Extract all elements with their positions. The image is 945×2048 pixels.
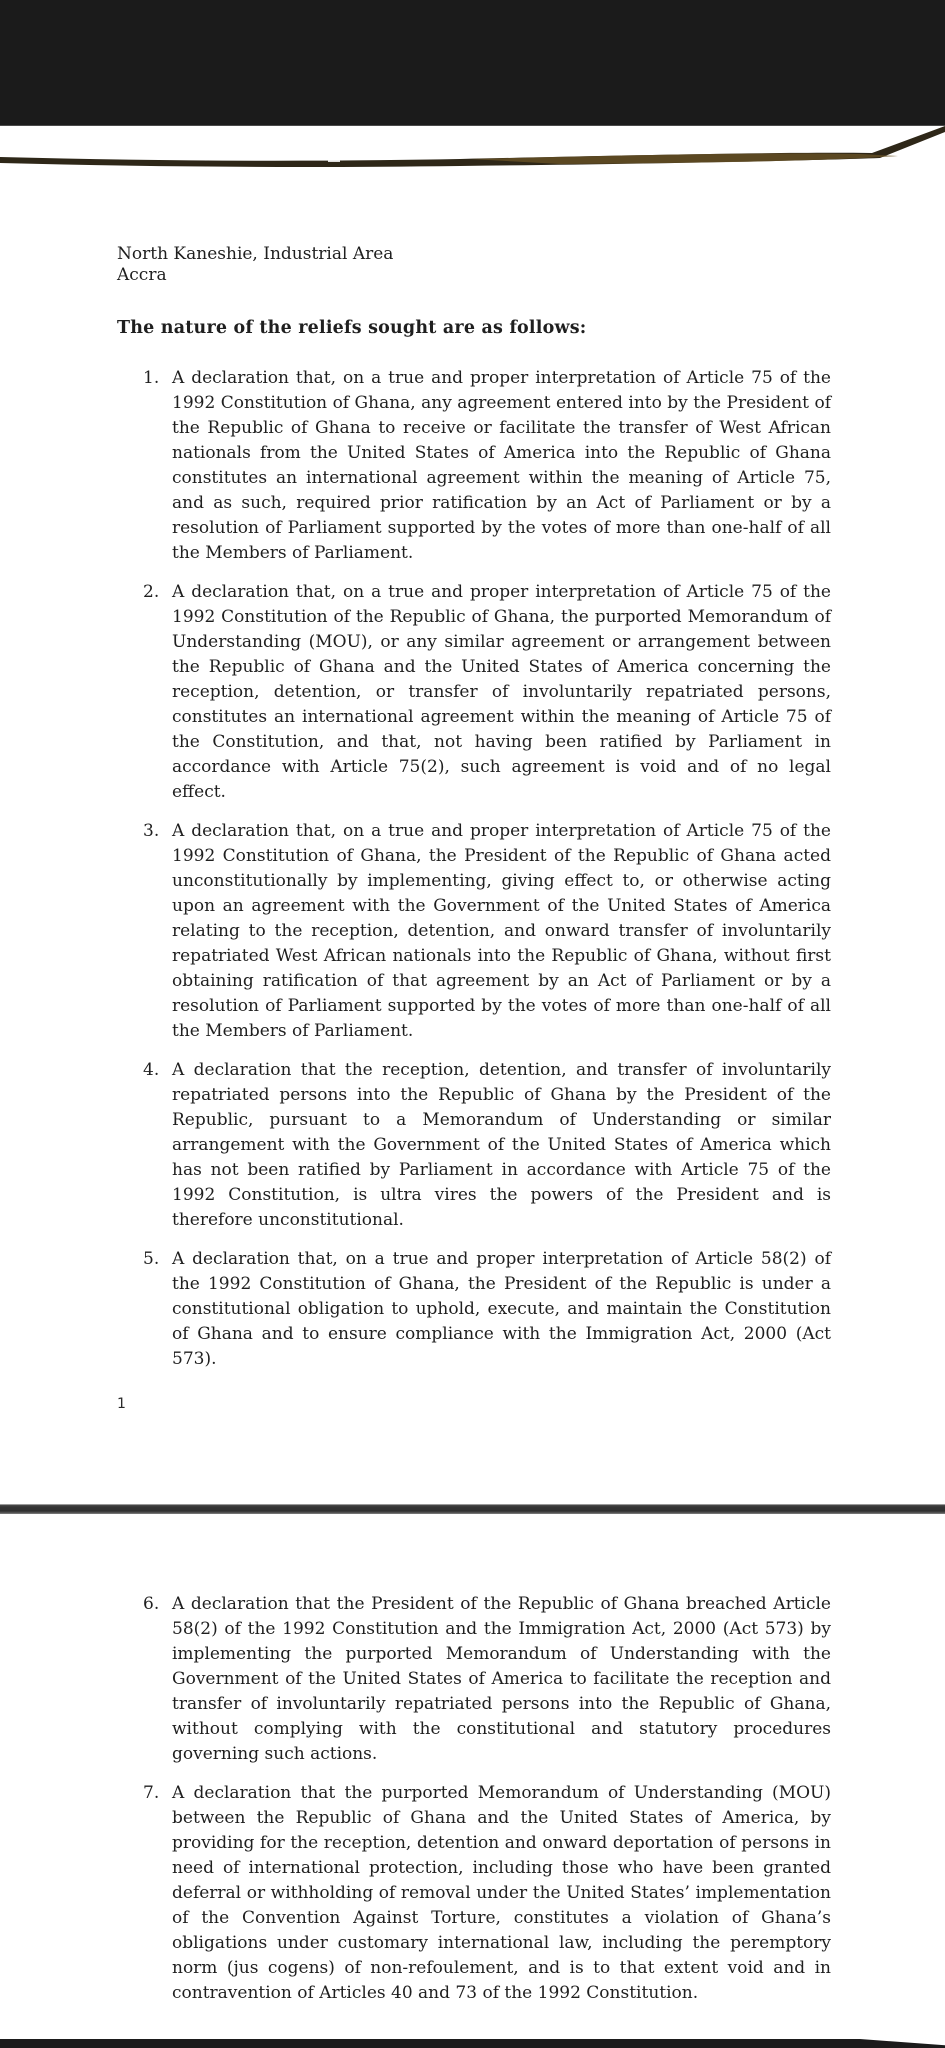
page-separator (0, 1504, 945, 1514)
page-1 (117, 244, 831, 1412)
scan-bottom-dark-band (0, 2039, 945, 2048)
reliefs-list-page-2 (117, 1592, 831, 2006)
relief-text-7: A declaration that the purported Memorandum of Understanding (MOU) between the Republic of Ghana and the United States of America, by providing for the reception, detention and onward deportation of persons in need of international protection, including those who have been granted deferral or withholding of removal under the United States’ implementation of the Convention Against Torture, constitutes a violation of Ghana’s obligations under customary international law, including the peremptory norm (jus cogens) of non-refoulement, and is to that extent void and in contravention of Articles 40 and 73 of the 1992 Constitution. (172, 1783, 831, 2003)
relief-item-1 (117, 366, 831, 566)
address-block (117, 244, 831, 286)
relief-number-2: 2. (143, 582, 160, 602)
address-line-1: North Kaneshie, Industrial Area (117, 244, 394, 264)
relief-item-5 (117, 1247, 831, 1372)
reliefs-heading: The nature of the reliefs sought are as follows: (117, 318, 587, 338)
relief-item-3 (117, 819, 831, 1044)
relief-text-5: A declaration that, on a true and proper interpretation of Article 58(2) of the 1992 Constitution of Ghana, the President of the Republic is under a constitutional obligation to uphold, execute, and maintain the Constitution of Ghana and to ensure compliance with the Immigration Act, 2000 (Act 573). (172, 1249, 831, 1369)
reliefs-list-page-1 (117, 366, 831, 1372)
page-edge-tear (0, 125, 945, 175)
relief-text-4: A declaration that the reception, detention, and transfer of involuntarily repatriated persons into the Republic of Ghana by the President of the Republic, pursuant to a Memorandum of Understanding or similar arrangement with the Government of the United States of America which has not been ratified by Parliament in accordance with Article 75 of the 1992 Constitution, is ultra vires the powers of the President and is therefore unconstitutional. (172, 1060, 831, 1230)
page-2 (117, 1592, 831, 2020)
relief-item-6 (117, 1592, 831, 1767)
relief-number-6: 6. (143, 1594, 160, 1614)
relief-number-7: 7. (143, 1783, 160, 1803)
relief-text-3: A declaration that, on a true and proper interpretation of Article 75 of the 1992 Constitution of Ghana, the President of the Republic of Ghana acted unconstitutionally by implementing, giving effect to, or otherwise acting upon an agreement with the Government of the United States of America relating to the reception, detention, and onward transfer of involuntarily repatriated West African nationals into the Republic of Ghana, without first obtaining ratification of that agreement by an Act of Parliament or by a resolution of Parliament supported by the votes of more than one-half of all the Members of Parliament. (172, 821, 831, 1041)
relief-number-1: 1. (143, 368, 160, 388)
relief-number-5: 5. (143, 1249, 160, 1269)
address-line-2: Accra (117, 265, 167, 285)
relief-text-1: A declaration that, on a true and proper interpretation of Article 75 of the 1992 Constitution of Ghana, any agreement entered into by the President of the Republic of Ghana to receive or facilitate the transfer of West African nationals from the United States of America into the Republic of Ghana constitutes an international agreement within the meaning of Article 75, and as such, required prior ratification by an Act of Parliament or by a resolution of Parliament supported by the votes of more than one-half of all the Members of Parliament. (172, 368, 831, 563)
relief-item-7 (117, 1781, 831, 2006)
relief-item-4 (117, 1058, 831, 1233)
relief-number-4: 4. (143, 1060, 160, 1080)
scan-top-dark-band (0, 0, 945, 126)
relief-text-6: A declaration that the President of the Republic of Ghana breached Article 58(2) of the 1992 Constitution and the Immigration Act, 2000 (Act 573) by implementing the purported Memorandum of Understanding with the Government of the United States of America to facilitate the reception and transfer of involuntarily repatriated persons into the Republic of Ghana, without complying with the constitutional and statutory procedures governing such actions. (172, 1594, 831, 1764)
relief-text-2: A declaration that, on a true and proper interpretation of Article 75 of the 1992 Constitution of the Republic of Ghana, the purported Memorandum of Understanding (MOU), or any similar agreement or arrangement between the Republic of Ghana and the United States of America concerning the reception, detention, or transfer of involuntarily repatriated persons, constitutes an international agreement within the meaning of Article 75 of the Constitution, and that, not having been ratified by Parliament in accordance with Article 75(2), such agreement is void and of no legal effect. (172, 582, 831, 802)
relief-number-3: 3. (143, 821, 160, 841)
relief-item-2 (117, 580, 831, 805)
page-number: 1 (117, 1396, 126, 1412)
